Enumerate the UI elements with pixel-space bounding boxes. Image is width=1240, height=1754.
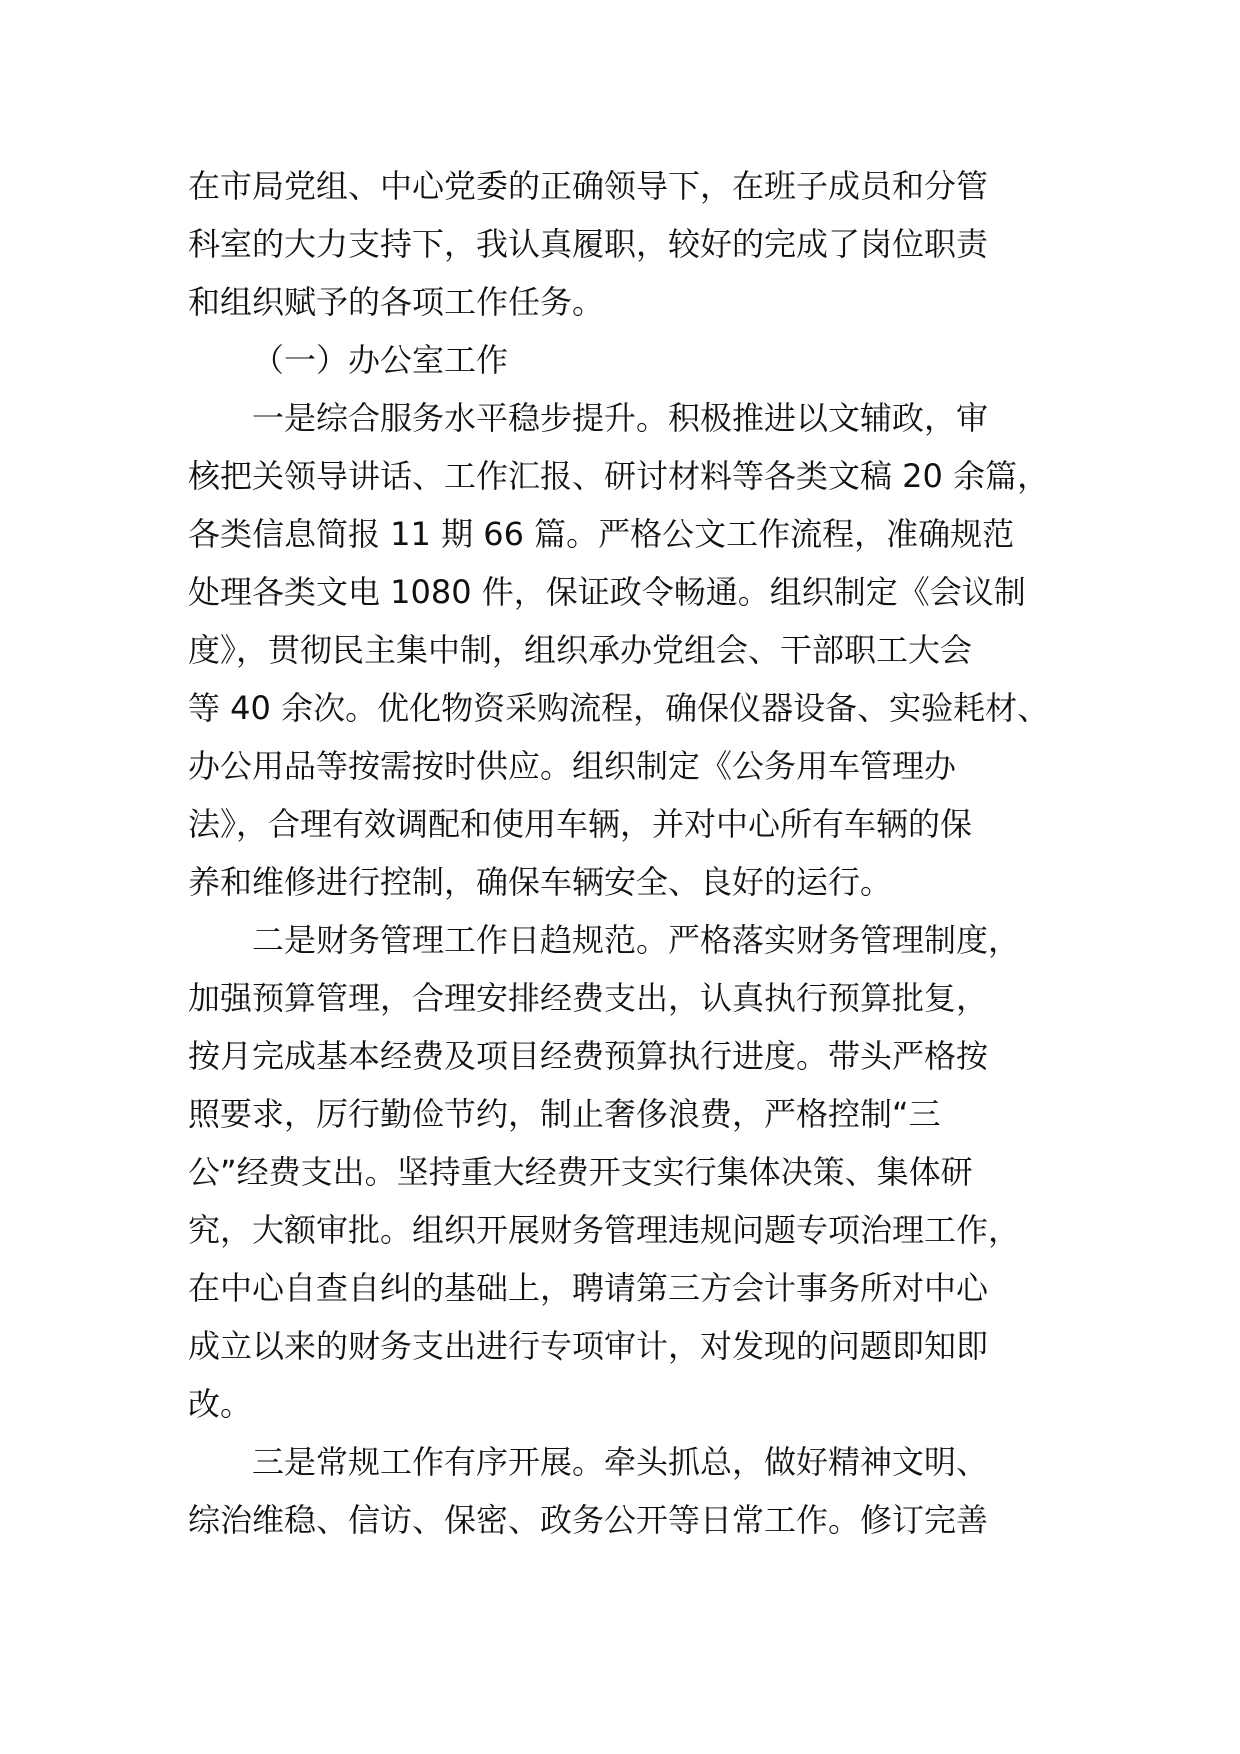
section-heading: （一）办公室工作 <box>252 341 509 379</box>
text-line-13: 养和维修进行控制，确保车辆安全、良好的运行。 <box>188 863 893 901</box>
text-line-17: 照要求，厉行勤俭节约，制止奢侈浪费，严格控制“三 <box>188 1095 941 1133</box>
document-body <box>188 157 1088 1549</box>
text-line-10: 等 40 余次。优化物资采购流程，确保仪器设备、实验耗材、 <box>188 689 1050 727</box>
text-line-8: 处理各类文电 1080 件，保证政令畅通。组织制定《会议制 <box>188 573 1026 611</box>
text-line-11: 办公用品等按需按时供应。组织制定《公务用车管理办 <box>188 747 957 785</box>
text-line-19: 究，大额审批。组织开展财务管理违规问题专项治理工作， <box>188 1211 1021 1249</box>
text-line-14: 二是财务管理工作日趋规范。严格落实财务管理制度， <box>252 921 1021 959</box>
text-line-6: 核把关领导讲话、工作汇报、研讨材料等各类文稿 20 余篇， <box>188 457 1050 495</box>
text-line-24: 综治维稳、信访、保密、政务公开等日常工作。修订完善 <box>188 1501 989 1539</box>
text-line-20: 在中心自查自纠的基础上，聘请第三方会计事务所对中心 <box>188 1269 989 1307</box>
text-line-7: 各类信息简报 11 期 66 篇。严格公文工作流程，准确规范 <box>188 515 1015 553</box>
text-line-2: 科室的大力支持下，我认真履职，较好的完成了岗位职责 <box>188 225 989 263</box>
text-line-1: 在市局党组、中心党委的正确领导下，在班子成员和分管 <box>188 167 989 205</box>
text-line-16: 按月完成基本经费及项目经费预算执行进度。带头严格按 <box>188 1037 989 1075</box>
text-line-15: 加强预算管理，合理安排经费支出，认真执行预算批复， <box>188 979 989 1017</box>
text-line-22: 改。 <box>188 1385 253 1423</box>
text-line-9: 度》，贯彻民主集中制，组织承办党组会、干部职工大会 <box>188 631 973 669</box>
text-line-5: 一是综合服务水平稳步提升。积极推进以文辅政，审 <box>252 399 989 437</box>
text-line-23: 三是常规工作有序开展。牵头抓总，做好精神文明、 <box>252 1443 989 1481</box>
text-line-18: 公”经费支出。坚持重大经费开支实行集体决策、集体研 <box>188 1153 973 1191</box>
text-line-3: 和组织赋予的各项工作任务。 <box>188 283 605 321</box>
text-line-12: 法》，合理有效调配和使用车辆，并对中心所有车辆的保 <box>188 805 973 843</box>
text-line-21: 成立以来的财务支出进行专项审计，对发现的问题即知即 <box>188 1327 989 1365</box>
